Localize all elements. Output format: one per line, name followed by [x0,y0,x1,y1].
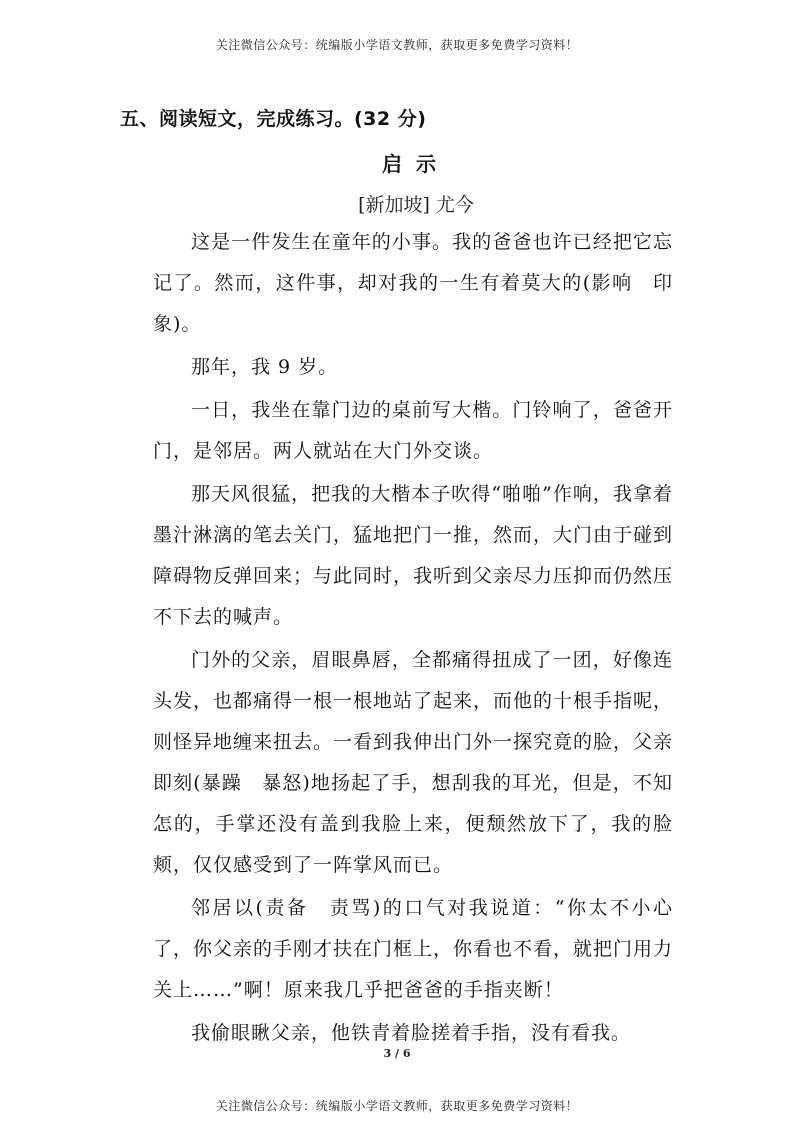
article-title: 启示 [382,152,450,176]
paragraph: 那天风很猛，把我的大楷本子吹得“啪啪”作响，我拿着墨汁淋漓的笔去关门，猛地把门一推，然而，大门由于碰到障碍物反弹回来；与此同时，我听到父亲尽力压抑而仍然压不下去的喊声。 [153,483,674,628]
paragraph: 这是一件发生在童年的小事。我的爸爸也许已经把它忘记了。然而，这件事，却对我的一生有着莫大的(影响 印象)。 [153,231,673,335]
section-heading: 五、阅读短文，完成练习。(32 分) [120,108,427,130]
footer-note: 关注微信公众号：统编版小学语文教师，获取更多免费学习资料！ [215,1099,579,1113]
paragraph: 一日，我坐在靠门边的桌前写大楷。门铃响了，爸爸开门，是邻居。两人就站在大门外交谈。 [153,399,673,462]
page-number: 3 / 6 [383,1047,411,1060]
paragraph: 门外的父亲，眉眼鼻唇，全都痛得扭成了一团，好像连头发，也都痛得一根一根地站了起来，而他的十根手指呢，则怪异地缠来扭去。一看到我伸出门外一探究竟的脸，父亲即刻(暴躁 暴怒)地扬起了手，想刮我的耳光，但是，不知怎的，手掌还没有盖到我脸上来，便颓然放下了，我的脸颊，仅仅感受到了一阵掌风而已。 [153,649,674,876]
paragraph: 邻居以(责备 责骂)的口气对我说道：“你太不小心了，你父亲的手刚才扶在门框上，你看也不看，就把门用力关上……”啊！原来我几乎把爸爸的手指夹断！ [153,897,674,1001]
header-note: 关注微信公众号：统编版小学语文教师，获取更多免费学习资料！ [215,38,579,52]
article-author: [新加坡] 尤今 [358,194,474,216]
article-body [153,222,673,1056]
paragraph: 我偷眼瞅父亲，他铁青着脸搓着手指，没有看我。 [191,1022,632,1044]
paragraph: 那年，我 9 岁。 [191,356,339,378]
